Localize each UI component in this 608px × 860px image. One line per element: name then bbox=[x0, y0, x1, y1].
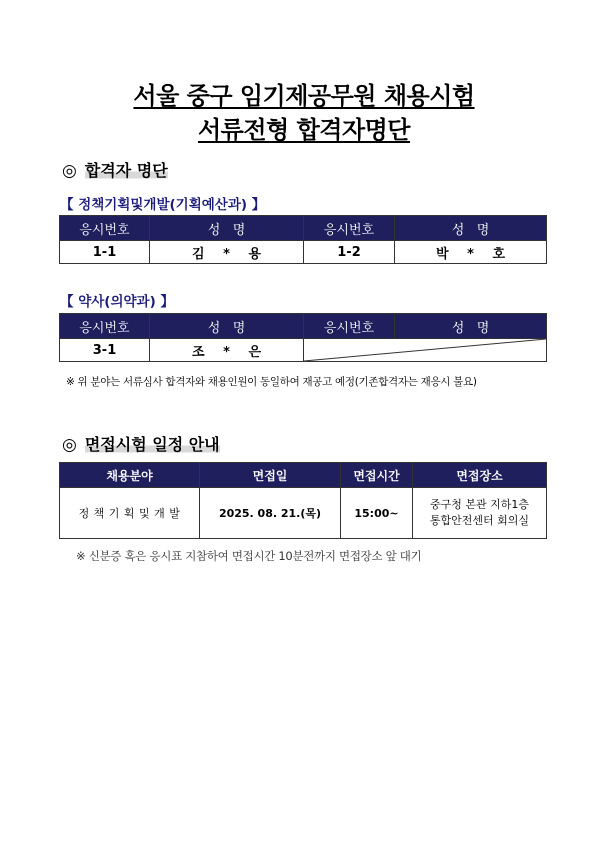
header-name: 성 명 bbox=[150, 216, 304, 241]
name-char: 조 bbox=[191, 344, 205, 360]
exam-no-cell: 3-1 bbox=[60, 339, 150, 362]
section-heading-text: 면접시험 일정 안내 bbox=[84, 435, 220, 454]
name-char: 김 bbox=[191, 246, 205, 262]
empty-diagonal-cell bbox=[304, 339, 547, 362]
time-cell: 15:00~ bbox=[341, 488, 413, 539]
place-cell bbox=[413, 488, 547, 539]
table-row bbox=[60, 241, 547, 264]
header-place: 면접장소 bbox=[413, 463, 547, 488]
passers-table-planning bbox=[59, 215, 547, 264]
field-cell: 정 책 기 획 및 개 발 bbox=[60, 488, 200, 539]
diagonal-line bbox=[304, 339, 546, 361]
exam-no-cell: 1-2 bbox=[304, 241, 395, 264]
double-circle-icon: ◎ bbox=[62, 435, 77, 455]
date-cell: 2025. 08. 21.(목) bbox=[200, 488, 341, 539]
section-heading-interview bbox=[62, 432, 220, 455]
name-cell bbox=[150, 241, 304, 264]
interview-schedule-table bbox=[59, 462, 547, 539]
section-heading-passers bbox=[62, 158, 168, 181]
name-cell bbox=[395, 241, 547, 264]
name-mask: * bbox=[467, 246, 474, 262]
header-date: 면접일 bbox=[200, 463, 341, 488]
name-mask: * bbox=[223, 344, 230, 360]
double-circle-icon: ◎ bbox=[62, 161, 77, 181]
note-interview-instructions: ※ 신분증 혹은 응시표 지참하여 면접시간 10분전까지 면접장소 앞 대기 bbox=[76, 549, 422, 563]
table-row bbox=[60, 488, 547, 539]
header-exam-no: 응시번호 bbox=[60, 216, 150, 241]
exam-no-cell: 1-1 bbox=[60, 241, 150, 264]
table-header-row bbox=[60, 463, 547, 488]
header-exam-no: 응시번호 bbox=[304, 216, 395, 241]
table-header-row bbox=[60, 314, 547, 339]
name-char: 은 bbox=[248, 344, 262, 360]
name-char: 용 bbox=[248, 246, 262, 262]
name-mask: * bbox=[223, 246, 230, 262]
table-row bbox=[60, 339, 547, 362]
header-exam-no: 응시번호 bbox=[60, 314, 150, 339]
header-field: 채용분야 bbox=[60, 463, 200, 488]
place-line2: 통합안전센터 회의실 bbox=[429, 514, 530, 527]
passers-table-pharmacist bbox=[59, 313, 547, 362]
place-line1: 중구청 본관 지하1층 bbox=[430, 498, 529, 511]
header-name: 성 명 bbox=[150, 314, 304, 339]
document-title-line2: 서류전형 합격자명단 bbox=[197, 116, 410, 144]
dept-label-planning: 【 정책기획및개발(기획예산과) 】 bbox=[60, 197, 266, 213]
header-time: 면접시간 bbox=[341, 463, 413, 488]
header-name: 성 명 bbox=[395, 314, 547, 339]
header-name: 성 명 bbox=[395, 216, 547, 241]
document-title-line1: 서울 중구 임기제공무원 채용시험 bbox=[133, 82, 475, 110]
name-char: 호 bbox=[492, 246, 506, 262]
table-header-row bbox=[60, 216, 547, 241]
header-exam-no: 응시번호 bbox=[304, 314, 395, 339]
section-heading-text: 합격자 명단 bbox=[84, 161, 168, 180]
note-readvertise: ※ 위 분야는 서류심사 합격자와 채용인원이 동일하여 재공고 예정(기존합격자는 재응시 불요) bbox=[66, 376, 477, 388]
name-char: 박 bbox=[435, 246, 449, 262]
name-cell bbox=[150, 339, 304, 362]
dept-label-pharmacist: 【 약사(의약과) 】 bbox=[60, 294, 174, 310]
